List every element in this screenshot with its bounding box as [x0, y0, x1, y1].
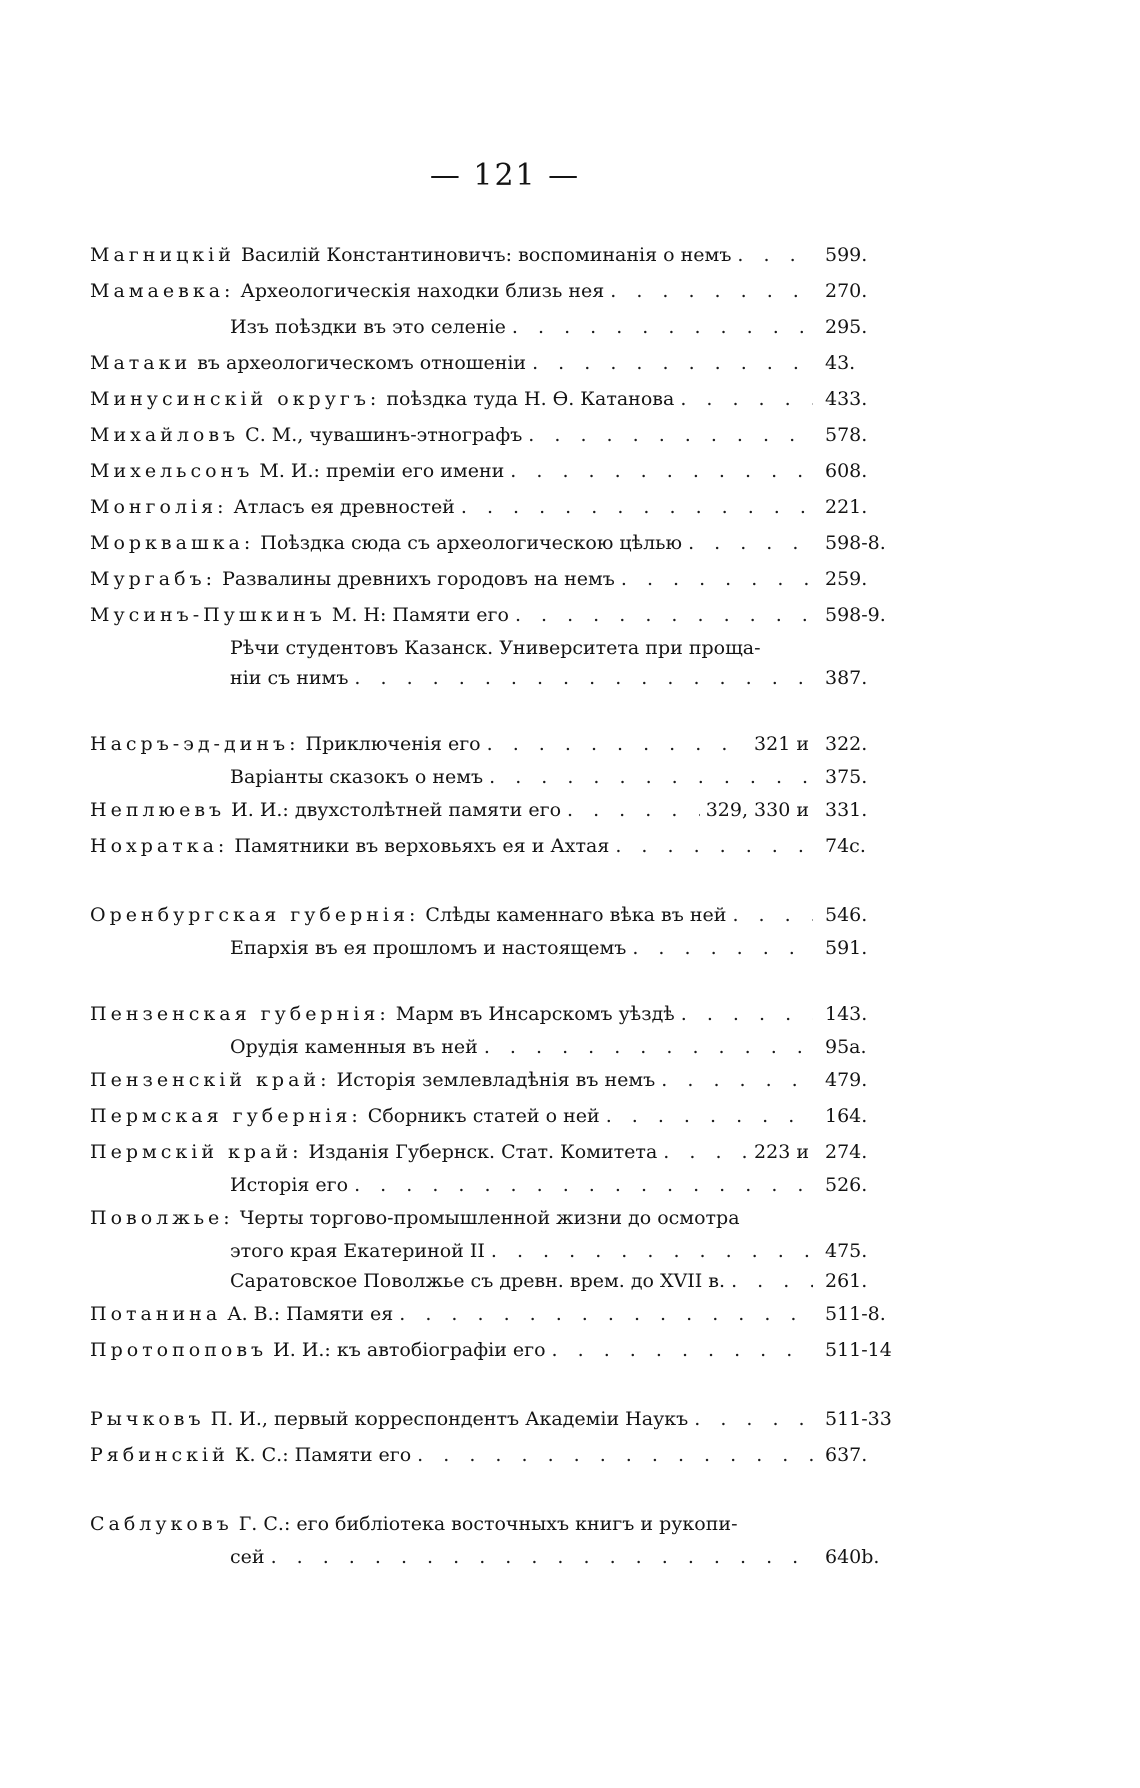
- entry-page: 479.: [825, 1069, 868, 1091]
- entry-text: Археологическія находки близь нея: [240, 280, 605, 302]
- leader-dots: [484, 1032, 813, 1062]
- leader-dots: [399, 1296, 813, 1332]
- entry-text: Приключенія его: [305, 733, 481, 755]
- entry-text: Орудія каменныя въ ней: [230, 1036, 478, 1058]
- entry-page: 387.: [825, 667, 868, 689]
- entry-page: 143.: [825, 1003, 868, 1025]
- entry-page: 221.: [825, 496, 868, 518]
- entry-page: 259.: [825, 568, 868, 590]
- entry-heading: Рябинскій: [90, 1444, 229, 1466]
- leader-dots: [663, 1134, 748, 1170]
- entry-page: 578.: [825, 424, 868, 446]
- leader-dots: [567, 792, 700, 828]
- index-entry: [90, 1437, 920, 1473]
- entry-pages: 321 и: [754, 733, 809, 755]
- entry-text: Варіанты сказокъ о немъ: [230, 766, 484, 788]
- index-subentry: [90, 1170, 920, 1200]
- entry-pages: 223 и: [754, 1141, 809, 1163]
- entry-text: Исторія его: [230, 1174, 349, 1196]
- entry-page: 270.: [825, 280, 868, 302]
- entry-heading: Матаки: [90, 352, 192, 374]
- entry-text: М. И.: преміи его имени: [259, 460, 505, 482]
- index-entry: [90, 597, 920, 633]
- leader-dots: [417, 1437, 813, 1473]
- entry-heading: Оренбургская губернія:: [90, 904, 420, 926]
- index-entry: [90, 726, 920, 762]
- entry-page: 274.: [825, 1141, 868, 1163]
- leader-dots: [606, 1098, 813, 1134]
- entry-heading: Поволжье:: [90, 1207, 234, 1229]
- index-entry: [90, 1401, 920, 1437]
- entry-heading: Потанина: [90, 1303, 222, 1325]
- index-subentry: [90, 1236, 920, 1266]
- entry-page: 375.: [825, 766, 868, 788]
- entry-text: Марм въ Инсарскомъ уѣздѣ: [395, 1003, 675, 1025]
- entry-text: Саратовское Поволжье съ древн. врем. до XVII в.: [230, 1270, 726, 1292]
- entry-text: П. И., первый корреспондентъ Академіи Наукъ: [210, 1408, 689, 1430]
- entry-page: 43.: [825, 352, 856, 374]
- index-entry: [90, 897, 920, 933]
- entry-text: сей: [230, 1546, 265, 1568]
- entry-page: 322.: [825, 733, 868, 755]
- index-entry: [90, 1200, 920, 1236]
- entry-text: Сборникъ статей о ней: [367, 1105, 600, 1127]
- leader-dots: [694, 1401, 813, 1437]
- entry-page: 511-8.: [825, 1303, 886, 1325]
- entry-text: Изъ поѣздки въ это селеніе: [230, 316, 506, 338]
- entry-heading: Михельсонъ: [90, 460, 254, 482]
- entry-heading: Пензенская губернія:: [90, 1003, 390, 1025]
- entry-heading: Пермскій край:: [90, 1141, 303, 1163]
- index-entry: [90, 381, 920, 417]
- entry-heading: Рычковъ: [90, 1408, 205, 1430]
- entry-heading: Нохратка:: [90, 835, 229, 857]
- entry-heading: Михайловъ: [90, 424, 240, 446]
- index-entry: [90, 417, 920, 453]
- leader-dots: [491, 1236, 813, 1266]
- leader-dots: [515, 597, 813, 633]
- entry-page: 591.: [825, 937, 868, 959]
- entry-page: 261.: [825, 1270, 868, 1292]
- index-subentry: [90, 1032, 920, 1062]
- index-entry: [90, 1506, 920, 1542]
- entry-heading: Мусинъ-Пушкинъ: [90, 604, 326, 626]
- entry-page: 640b.: [825, 1546, 880, 1568]
- entry-page: 511-33: [825, 1408, 892, 1430]
- entry-text: Черты торгово-промышленной жизни до осмотра: [239, 1207, 740, 1229]
- entry-text: поѣздка туда Н. Ѳ. Катанова: [386, 388, 675, 410]
- entry-text: Поѣздка сюда съ археологическою цѣлью: [260, 532, 683, 554]
- leader-dots: [487, 726, 748, 762]
- index-entry: [90, 828, 920, 864]
- entry-heading: Мургабъ:: [90, 568, 217, 590]
- index-entry: [90, 237, 920, 273]
- leader-dots: [615, 828, 813, 864]
- leader-dots: [552, 1332, 813, 1368]
- entry-text: Памятники въ верховьяхъ ея и Ахтая: [234, 835, 610, 857]
- entry-page: 637.: [825, 1444, 868, 1466]
- entry-text: въ археологическомъ отношеніи: [197, 352, 527, 374]
- index-entry: [90, 792, 920, 828]
- entry-text: Г. С.: его библіотека восточныхъ книгъ и рукопи-: [238, 1513, 738, 1535]
- entry-heading: Протопоповъ: [90, 1339, 268, 1361]
- entry-heading: Насръ-эд-динъ:: [90, 733, 300, 755]
- index-subentry: [90, 309, 920, 345]
- index-entry: [90, 1062, 920, 1098]
- entry-heading: Пермская губернія:: [90, 1105, 362, 1127]
- leader-dots: [731, 1266, 813, 1296]
- index-entry: [90, 1332, 920, 1368]
- index-entry: [90, 996, 920, 1032]
- leader-dots: [354, 663, 813, 693]
- entry-page: 164.: [825, 1105, 868, 1127]
- entry-page: 598-9.: [825, 604, 886, 626]
- index-entry: [90, 1134, 920, 1170]
- leader-dots: [632, 933, 813, 963]
- entry-page: 526.: [825, 1174, 868, 1196]
- index-subentry: [90, 1542, 920, 1572]
- entry-page: 546.: [825, 904, 868, 926]
- leader-dots: [661, 1062, 813, 1098]
- entry-text: Василій Константиновичъ: воспоминанія о немъ: [240, 244, 732, 266]
- leader-dots: [528, 417, 813, 453]
- entry-page: 95a.: [825, 1036, 867, 1058]
- entry-text: Слѣды каменнаго вѣка въ ней: [425, 904, 727, 926]
- leader-dots: [621, 561, 813, 597]
- entry-heading: Монголія:: [90, 496, 228, 518]
- index-entry: [90, 345, 920, 381]
- entry-text: Изданія Губернск. Стат. Комитета: [308, 1141, 658, 1163]
- entry-heading: Неплюевъ: [90, 799, 226, 821]
- entry-heading: Пензенскій край:: [90, 1069, 331, 1091]
- entry-page: 433.: [825, 388, 868, 410]
- entry-heading: Морквашка:: [90, 532, 255, 554]
- leader-dots: [510, 453, 813, 489]
- page-number: — 121 —: [429, 158, 581, 193]
- entry-heading: Мамаевка:: [90, 280, 235, 302]
- index-subentry: [90, 933, 920, 963]
- index-list: [90, 237, 920, 1572]
- entry-text: К. С.: Памяти его: [234, 1444, 412, 1466]
- leader-dots: [271, 1542, 813, 1572]
- entry-page: 475.: [825, 1240, 868, 1262]
- index-entry: [90, 525, 920, 561]
- leader-dots: [680, 381, 813, 417]
- entry-page: 295.: [825, 316, 868, 338]
- entry-text: И. И.: двухстолѣтней памяти его: [231, 799, 562, 821]
- entry-pages: 329, 330 и: [705, 799, 809, 821]
- entry-page: 598-8.: [825, 532, 886, 554]
- entry-text: ніи съ нимъ: [230, 667, 349, 689]
- leader-dots: [681, 996, 813, 1032]
- index-entry: [90, 561, 920, 597]
- entry-text: Рѣчи студентовъ Казанск. Университета при проща-: [230, 637, 761, 659]
- index-subentry: [90, 663, 920, 693]
- entry-page: 331.: [825, 799, 868, 821]
- leader-dots: [532, 345, 813, 381]
- leader-dots: [610, 273, 813, 309]
- leader-dots: [354, 1170, 813, 1200]
- entry-text: Развалины древнихъ городовъ на немъ: [222, 568, 615, 590]
- entry-page: 511-14: [825, 1339, 892, 1361]
- entry-page: 74c.: [825, 835, 866, 857]
- entry-text: Атласъ ея древностей: [233, 496, 455, 518]
- entry-text: И. И.: къ автобіографіи его: [273, 1339, 546, 1361]
- entry-text: Епархія въ ея прошломъ и настоящемъ: [230, 937, 627, 959]
- entry-text: Исторія землевладѣнія въ немъ: [336, 1069, 656, 1091]
- index-entry: [90, 453, 920, 489]
- entry-heading: Минусинскій округъ:: [90, 388, 381, 410]
- index-subentry: [90, 1266, 920, 1296]
- entry-heading: Магницкій: [90, 244, 235, 266]
- entry-text: С. М., чувашинъ-этнографъ: [245, 424, 523, 446]
- entry-heading: Саблуковъ: [90, 1513, 233, 1535]
- entry-page: 599.: [825, 244, 868, 266]
- index-subentry: [90, 633, 920, 663]
- index-entry: [90, 489, 920, 525]
- leader-dots: [688, 525, 813, 561]
- leader-dots: [737, 237, 813, 273]
- leader-dots: [489, 762, 813, 792]
- index-entry: [90, 1098, 920, 1134]
- entry-text: этого края Екатериной II: [230, 1240, 485, 1262]
- leader-dots: [732, 897, 813, 933]
- index-entry: [90, 1296, 920, 1332]
- entry-text: М. Н: Памяти его: [331, 604, 509, 626]
- leader-dots: [512, 309, 813, 345]
- leader-dots: [461, 489, 813, 525]
- entry-text: А. В.: Памяти ея: [227, 1303, 394, 1325]
- index-subentry: [90, 762, 920, 792]
- index-entry: [90, 273, 920, 309]
- entry-page: 608.: [825, 460, 868, 482]
